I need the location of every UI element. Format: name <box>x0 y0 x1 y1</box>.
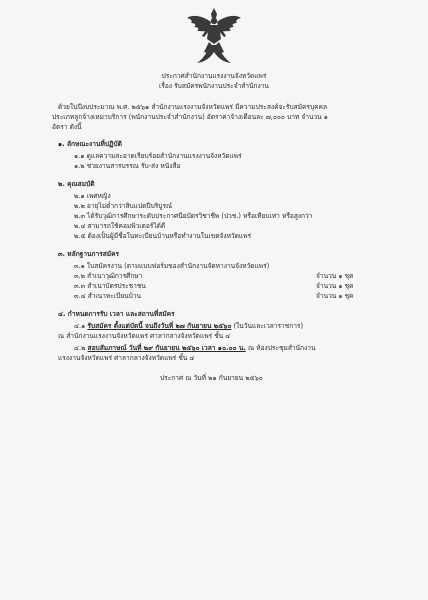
section-3-item: ๓.๔ สำเนาทะเบียนบ้าน <box>74 292 141 300</box>
section-2-item: ๒.๒ อายุไม่ต่ำกว่าสิบแปดปีบริบูรณ์ <box>74 202 173 210</box>
interview-prefix: ๔.๒ <box>74 344 86 352</box>
intro-line-1: ด้วยในปีงบประมาณ พ.ศ. ๒๕๖๑ สำนักงานแรงงานจังหวัดแพร่ มีความประสงค์จะรับสมัครบุคคล <box>58 103 328 111</box>
section-2-item: ๒.๓ ได้รับวุฒิการศึกษาระดับประกาศนียบัตรวิชาชีพ (ปวช.) หรือเทียบเท่า หรือสูงกว่า <box>74 212 313 220</box>
application-dates: รับสมัคร ตั้งแต่บัดนี้ จนถึงวันที่ ๒๗ กันยายน ๒๕๖๐ <box>87 322 232 330</box>
section-1-item: ๑.๒ ช่วยงานสารบรรณ รับ-ส่ง หนังสือ <box>74 162 181 170</box>
application-prefix: ๔.๑ <box>74 322 86 330</box>
section-3-qty: จำนวน ๑ ชุด <box>316 282 354 290</box>
section-2-item: ๒.๕ ต้องเป็นผู้มีชื่อในทะเบียนบ้านหรือทำงานในเขตจังหวัดแพร่ <box>74 232 252 240</box>
announcement-date: ประกาศ ณ วันที่ ๒๑ กันยายน ๒๕๖๐ <box>160 374 263 382</box>
intro-line-3: อัตรา ดังนี้ <box>52 123 82 131</box>
section-3-qty: จำนวน ๑ ชุด <box>316 292 354 300</box>
application-place: ณ สำนักงานแรงงานจังหวัดแพร่ ศาลากลางจังหวัดแพร่ ชั้น ๔ <box>58 332 231 340</box>
section-2-item: ๒.๔ สามารถใช้คอมพิวเตอร์ได้ดี <box>74 222 166 230</box>
application-period <box>74 322 303 330</box>
section-1-item: ๑.๑ ดูแลความสะอาดเรียบร้อยสำนักงานแรงงานจังหวัดแพร่ <box>74 152 242 160</box>
section-4-heading: ๔. กำหนดการรับ เวลา และสถานที่สมัคร <box>58 310 175 318</box>
section-3-item: ๓.๑ ใบสมัครงาน (ตามแบบฟอร์มของสำนักงานจัดหางานจังหวัดแพร่) <box>74 262 270 270</box>
section-3-qty: จำนวน ๑ ชุด <box>316 272 354 280</box>
announcement-subject: เรื่อง รับสมัครพนักงานประจำสำนักงาน <box>159 82 269 90</box>
section-3-heading: ๓. หลักฐานการสมัคร <box>58 250 120 258</box>
interview-room: ณ ห้องประชุมสำนักงาน <box>247 344 316 352</box>
application-note: (ในวันและเวลาราชการ) <box>233 322 304 330</box>
section-1-heading: ๑. ลักษณะงานที่ปฏิบัติ <box>58 140 122 148</box>
section-3-item: ๓.๒ สำเนาวุฒิการศึกษา <box>74 272 143 280</box>
garuda-emblem-icon <box>183 6 245 68</box>
intro-line-2: ประเภทลูกจ้างเหมาบริการ (พนักงานประจำสำนักงาน) อัตราค่าจ้างเดือนละ ๗,๐๐๐ บาท จำนวน ๑ <box>52 113 328 121</box>
section-3-item: ๓.๓ สำเนาบัตรประชาชน <box>74 282 146 290</box>
announcement-title: ประกาศสำนักงานแรงงานจังหวัดแพร่ <box>161 72 267 80</box>
section-2-heading: ๒. คุณสมบัติ <box>58 180 95 188</box>
interview-date: สอบสัมภาษณ์ วันที่ ๒๙ กันยายน ๒๕๖๐ เวลา ๑๐.๐๐ น. <box>87 344 246 352</box>
interview-place: แรงงานจังหวัดแพร่ ศาลากลางจังหวัดแพร่ ชั้น ๔ <box>58 354 195 362</box>
interview-schedule <box>74 344 315 352</box>
section-2-item: ๒.๑ เพศหญิง <box>74 192 111 200</box>
